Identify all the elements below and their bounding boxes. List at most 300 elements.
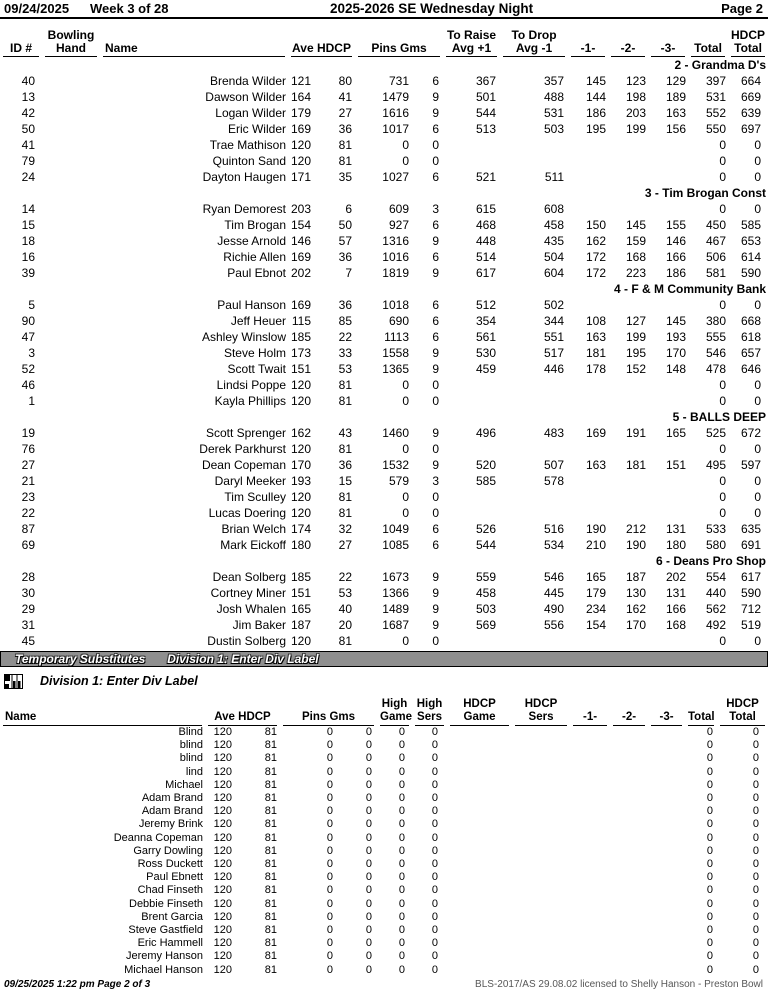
cell-to-raise: 569 (475, 618, 497, 632)
cell-total: 552 (705, 106, 727, 120)
cell-game2 (610, 792, 648, 805)
cell-to-drop: 551 (543, 330, 565, 344)
cell-game2: 181 (625, 458, 647, 472)
cell-game2 (608, 473, 648, 489)
cell-gms: 0 (432, 394, 440, 408)
cell-game2 (610, 739, 648, 752)
cell-gms: 6 (432, 298, 440, 312)
cell-bowling-hand (42, 473, 100, 489)
cell-hdcp: 81 (338, 506, 352, 520)
cell-game3 (648, 297, 688, 313)
cell-pins: 609 (388, 202, 409, 216)
cell-name: Eric Hammell (137, 937, 203, 950)
cell-pins: 1673 (382, 570, 409, 584)
cell-game1: 163 (585, 330, 607, 344)
cell-hdcp-game (447, 871, 512, 884)
cell-pins: 1365 (382, 362, 409, 376)
cell-to-raise: 503 (475, 602, 497, 616)
cell-total: 0 (719, 154, 727, 168)
table-row (0, 169, 768, 185)
cell-ave: 120 (213, 858, 232, 871)
cell-to-drop: 490 (543, 602, 565, 616)
cell-hdcp-total: 0 (754, 474, 762, 488)
cell-ave: 203 (290, 202, 311, 216)
cell-high-game: 0 (398, 910, 406, 923)
cell-ave: 120 (213, 818, 232, 831)
cell-pins: 0 (326, 910, 334, 923)
cell-game2: 168 (625, 250, 647, 264)
cell-gms: 9 (432, 618, 440, 632)
cell-game3 (648, 779, 685, 792)
cell-ave: 120 (213, 963, 232, 976)
cell-hdcp-total: 712 (740, 602, 762, 616)
page-number: Page 2 (721, 1, 763, 16)
cell-pins: 1018 (382, 298, 409, 312)
cell-high-game: 0 (398, 778, 406, 791)
cell-name: Dawson Wilder (205, 90, 286, 104)
table-row (0, 345, 768, 361)
cell-id: 42 (21, 106, 35, 120)
table-row (0, 924, 768, 937)
cell-pins: 1366 (382, 586, 409, 600)
cell-bowling-hand (42, 633, 100, 649)
cell-hdcp: 81 (264, 963, 278, 976)
cell-id: 39 (21, 266, 35, 280)
cell-hdcp: 53 (338, 362, 352, 376)
table-row (0, 792, 768, 805)
cell-id: 52 (21, 362, 35, 376)
table-row (0, 473, 768, 489)
team-name: 3 - Tim Brogan Const (644, 186, 767, 200)
cell-total: 525 (705, 426, 727, 440)
substitutes-bar-title: Temporary Substitutes (15, 652, 146, 666)
cell-game1 (570, 898, 610, 911)
cell-pins: 1049 (382, 522, 409, 536)
cell-pins: 0 (402, 378, 409, 392)
cell-game3 (648, 924, 685, 937)
cell-ave: 120 (213, 739, 232, 752)
cell-bowling-hand (42, 153, 100, 169)
sub-header-total: Total (685, 693, 717, 726)
cell-hdcp: 81 (264, 726, 278, 738)
cell-game2: 162 (625, 602, 647, 616)
cell-game3: 168 (665, 618, 687, 632)
cell-name: Jeremy Brink (138, 818, 203, 831)
cell-high-game: 0 (398, 792, 406, 805)
table-row (0, 569, 768, 585)
cell-gms: 6 (432, 314, 440, 328)
cell-hdcp-total: 0 (752, 844, 760, 857)
cell-ave: 120 (290, 634, 311, 648)
cell-high-sers: 0 (431, 792, 439, 805)
cell-to-drop: 458 (543, 218, 565, 232)
cell-game2 (610, 805, 648, 818)
cell-pins: 0 (326, 871, 334, 884)
cell-to-raise (443, 441, 500, 457)
cell-gms: 0 (432, 506, 440, 520)
cell-hdcp-total: 0 (754, 394, 762, 408)
cell-to-drop: 578 (543, 474, 565, 488)
cell-game3: 189 (665, 90, 687, 104)
cell-to-drop: 357 (543, 74, 565, 88)
cell-game3 (648, 884, 685, 897)
cell-ave: 185 (290, 570, 311, 584)
cell-hdcp-total: 0 (752, 792, 760, 805)
cell-total: 555 (705, 330, 727, 344)
cell-ave: 120 (290, 506, 311, 520)
cell-hdcp: 43 (338, 426, 352, 440)
cell-high-sers: 0 (431, 831, 439, 844)
cell-high-game: 0 (398, 950, 406, 963)
cell-name: Dayton Haugen (202, 170, 286, 184)
cell-gms: 0 (365, 897, 373, 910)
cell-hdcp: 81 (264, 739, 278, 752)
cell-game2 (608, 393, 648, 409)
cell-ave: 120 (290, 138, 311, 152)
table-row (0, 633, 768, 649)
cell-name: Derek Parkhurst (199, 442, 286, 456)
league-title: 2025-2026 SE Wednesday Night (330, 1, 534, 16)
cell-high-game: 0 (398, 752, 406, 765)
cell-game3 (648, 169, 688, 185)
cell-bowling-hand (42, 89, 100, 105)
cell-name: Tim Brogan (224, 218, 286, 232)
substitutes-table (0, 693, 768, 977)
cell-pins: 0 (326, 963, 334, 976)
cell-total: 450 (705, 218, 727, 232)
cell-hdcp-game (447, 884, 512, 897)
cell-hdcp-game (447, 964, 512, 977)
table-row (0, 153, 768, 169)
cell-ave: 120 (290, 442, 311, 456)
cell-gms: 0 (365, 726, 373, 738)
cell-hdcp: 20 (338, 618, 352, 632)
cell-hdcp-total: 0 (752, 963, 760, 976)
cell-game1 (568, 297, 608, 313)
cell-pins: 0 (402, 490, 409, 504)
cell-game2: 127 (625, 314, 647, 328)
sub-header-high-game: High Game (377, 693, 412, 726)
cell-id: 18 (21, 234, 35, 248)
cell-gms: 9 (432, 362, 440, 376)
cell-id: 5 (28, 298, 35, 312)
cell-total: 0 (706, 752, 714, 765)
cell-hdcp: 36 (338, 250, 352, 264)
cell-name: Steve Gastfield (128, 924, 203, 937)
cell-hdcp: 35 (338, 170, 352, 184)
cell-total: 478 (705, 362, 727, 376)
cell-name: Logan Wilder (215, 106, 286, 120)
team-header-row (0, 185, 768, 201)
cell-to-drop (500, 377, 568, 393)
cell-gms: 6 (432, 218, 440, 232)
cell-name: Blind (178, 726, 203, 738)
cell-hdcp-total: 0 (754, 634, 762, 648)
cell-ave: 165 (290, 602, 311, 616)
cell-hdcp: 22 (338, 570, 352, 584)
cell-hdcp-total: 639 (740, 106, 762, 120)
cell-game3 (648, 964, 685, 977)
cell-pins: 1085 (382, 538, 409, 552)
cell-ave: 169 (290, 298, 311, 312)
cell-pins: 1489 (382, 602, 409, 616)
cell-to-raise: 468 (475, 218, 497, 232)
cell-name: Ross Duckett (137, 858, 203, 871)
cell-game3: 155 (665, 218, 687, 232)
cell-pins: 0 (326, 805, 334, 818)
cell-hdcp: 50 (338, 218, 352, 232)
cell-hdcp-total: 519 (740, 618, 762, 632)
cell-to-raise: 544 (475, 538, 497, 552)
header-game3: -3- (648, 19, 688, 57)
cell-total: 0 (719, 394, 727, 408)
header-game2: -2- (608, 19, 648, 57)
cell-game3 (648, 441, 688, 457)
cell-ave: 146 (290, 234, 311, 248)
cell-game2 (610, 924, 648, 937)
cell-game3 (648, 393, 688, 409)
cell-to-raise (443, 137, 500, 153)
cell-hdcp: 32 (338, 522, 352, 536)
cell-bowling-hand (42, 297, 100, 313)
cell-game1 (570, 726, 610, 739)
cell-to-drop: 503 (543, 122, 565, 136)
table-row (0, 898, 768, 911)
cell-to-raise: 530 (475, 346, 497, 360)
cell-high-sers: 0 (431, 884, 439, 897)
cell-hdcp-total: 0 (754, 298, 762, 312)
cell-ave: 179 (290, 106, 311, 120)
cell-game1 (568, 137, 608, 153)
cell-bowling-hand (42, 345, 100, 361)
cell-bowling-hand (42, 521, 100, 537)
cell-hdcp-sers (512, 845, 570, 858)
cell-hdcp-total: 0 (752, 871, 760, 884)
cell-to-drop: 511 (544, 170, 565, 184)
cell-to-raise (443, 153, 500, 169)
cell-high-game: 0 (398, 871, 406, 884)
cell-id: 13 (21, 90, 35, 104)
cell-game3: 166 (665, 602, 687, 616)
table-row (0, 937, 768, 950)
week-label: Week 3 of 28 (90, 1, 169, 16)
cell-hdcp-total: 672 (740, 426, 762, 440)
cell-ave: 121 (290, 74, 311, 88)
cell-total: 0 (706, 739, 714, 752)
cell-name: Josh Whalen (216, 602, 286, 616)
cell-bowling-hand (42, 457, 100, 473)
cell-ave: 202 (290, 266, 311, 280)
cell-to-drop: 517 (543, 346, 565, 360)
cell-pins: 1532 (382, 458, 409, 472)
cell-gms: 9 (432, 426, 440, 440)
cell-ave: 154 (290, 218, 311, 232)
cell-ave: 174 (290, 522, 311, 536)
cell-game2: 199 (625, 122, 647, 136)
cell-to-drop: 531 (543, 106, 565, 120)
header-to-raise: To Raise Avg +1 (446, 28, 497, 55)
cell-game3 (648, 766, 685, 779)
cell-total: 0 (706, 778, 714, 791)
cell-hdcp-game (447, 937, 512, 950)
table-row (0, 121, 768, 137)
cell-game3 (648, 489, 688, 505)
cell-gms: 9 (432, 458, 440, 472)
table-row (0, 393, 768, 409)
footer-license: BLS-2017/AS 29.08.02 licensed to Shelly Hanson - Preston Bowl (475, 978, 763, 990)
cell-game1: 108 (585, 314, 607, 328)
cell-total: 506 (705, 250, 727, 264)
cell-total: 0 (706, 726, 714, 738)
cell-game3 (648, 911, 685, 924)
cell-ave: 170 (290, 458, 311, 472)
cell-hdcp-total: 0 (752, 778, 760, 791)
cell-ave: 164 (290, 90, 311, 104)
cell-hdcp: 81 (264, 910, 278, 923)
cell-game2 (610, 726, 648, 739)
cell-game1: 154 (585, 618, 607, 632)
team-name: 5 - BALLS DEEP (672, 410, 767, 424)
cell-game1 (570, 752, 610, 765)
cell-hdcp-total: 0 (752, 818, 760, 831)
cell-ave: 193 (290, 474, 311, 488)
table-row (0, 201, 768, 217)
table-row (0, 950, 768, 963)
cell-name: Brian Welch (221, 522, 286, 536)
cell-ave: 187 (290, 618, 311, 632)
team-header-row (0, 553, 768, 569)
cell-to-drop (500, 633, 568, 649)
cell-hdcp: 7 (345, 266, 352, 280)
cell-name: Paul Ebnot (227, 266, 286, 280)
cell-gms: 6 (432, 522, 440, 536)
cell-name: Jeff Heuer (230, 314, 286, 328)
cell-game1: 165 (585, 570, 607, 584)
main-table-header (0, 19, 768, 57)
cell-ave: 120 (213, 871, 232, 884)
cell-ave: 120 (290, 394, 311, 408)
cell-name: Michael (165, 778, 203, 791)
cell-hdcp-total: 597 (740, 458, 762, 472)
cell-hdcp: 81 (264, 818, 278, 831)
table-row (0, 313, 768, 329)
table-row (0, 457, 768, 473)
header-id: ID # (0, 19, 42, 57)
cell-total: 0 (706, 805, 714, 818)
cell-hdcp-sers (512, 871, 570, 884)
cell-game3: 151 (665, 458, 687, 472)
cell-hdcp-total: 697 (740, 122, 762, 136)
cell-ave: 120 (290, 154, 311, 168)
cell-hdcp-total: 0 (752, 950, 760, 963)
cell-to-drop: 507 (543, 458, 565, 472)
cell-gms: 0 (365, 910, 373, 923)
cell-game2 (610, 884, 648, 897)
cell-high-sers: 0 (431, 752, 439, 765)
cell-ave: 120 (213, 765, 232, 778)
cell-id: 50 (21, 122, 35, 136)
cell-game3 (648, 153, 688, 169)
cell-bowling-hand (42, 201, 100, 217)
table-row (0, 89, 768, 105)
cell-game2 (610, 752, 648, 765)
cell-high-game: 0 (398, 937, 406, 950)
cell-game2 (610, 845, 648, 858)
cell-game2: 152 (625, 362, 647, 376)
cell-game1 (570, 964, 610, 977)
cell-total: 562 (705, 602, 727, 616)
team-header-row (0, 409, 768, 425)
roster-grid-icon (4, 674, 23, 689)
cell-ave: 120 (290, 490, 311, 504)
cell-game3 (648, 858, 685, 871)
cell-gms: 3 (432, 202, 440, 216)
cell-hdcp-total: 668 (740, 314, 762, 328)
cell-to-raise: 521 (475, 170, 497, 184)
cell-hdcp-total: 664 (740, 74, 762, 88)
cell-gms: 6 (432, 330, 440, 344)
cell-hdcp-sers (512, 884, 570, 897)
cell-gms: 9 (432, 234, 440, 248)
cell-hdcp-total: 0 (752, 924, 760, 937)
cell-bowling-hand (42, 73, 100, 89)
cell-id: 46 (21, 378, 35, 392)
cell-hdcp-total: 0 (752, 726, 760, 738)
cell-pins: 0 (402, 442, 409, 456)
cell-game1 (570, 792, 610, 805)
cell-id: 21 (21, 474, 35, 488)
cell-pins: 0 (326, 818, 334, 831)
cell-pins: 1316 (382, 234, 409, 248)
cell-gms: 0 (365, 884, 373, 897)
cell-game1: 172 (585, 266, 607, 280)
cell-total: 533 (705, 522, 727, 536)
cell-gms: 0 (432, 138, 440, 152)
cell-bowling-hand (42, 537, 100, 553)
cell-bowling-hand (42, 393, 100, 409)
cell-name: Scott Twait (227, 362, 286, 376)
table-row (0, 601, 768, 617)
cell-hdcp: 81 (264, 897, 278, 910)
header-hdcp-total: HDCP Total (731, 28, 766, 55)
cell-to-raise: 496 (475, 426, 497, 440)
sub-header-name: Name (0, 693, 205, 726)
table-row (0, 505, 768, 521)
cell-to-raise: 526 (475, 522, 497, 536)
cell-game2: 130 (625, 586, 647, 600)
cell-hdcp-game (447, 858, 512, 871)
table-row (0, 832, 768, 845)
table-row (0, 329, 768, 345)
cell-pins: 0 (402, 394, 409, 408)
cell-gms: 0 (365, 792, 373, 805)
cell-hdcp-total: 691 (740, 538, 762, 552)
cell-game3 (648, 805, 685, 818)
cell-high-game: 0 (398, 858, 406, 871)
cell-gms: 0 (365, 844, 373, 857)
cell-high-sers: 0 (431, 924, 439, 937)
cell-id: 1 (28, 394, 35, 408)
cell-pins: 0 (402, 634, 409, 648)
cell-game3: 131 (665, 522, 687, 536)
cell-name: Richie Allen (223, 250, 286, 264)
cell-ave: 120 (213, 792, 232, 805)
cell-hdcp-total: 0 (752, 739, 760, 752)
cell-hdcp-sers (512, 779, 570, 792)
table-row (0, 884, 768, 897)
cell-game1: 145 (585, 74, 607, 88)
cell-game3 (648, 950, 685, 963)
